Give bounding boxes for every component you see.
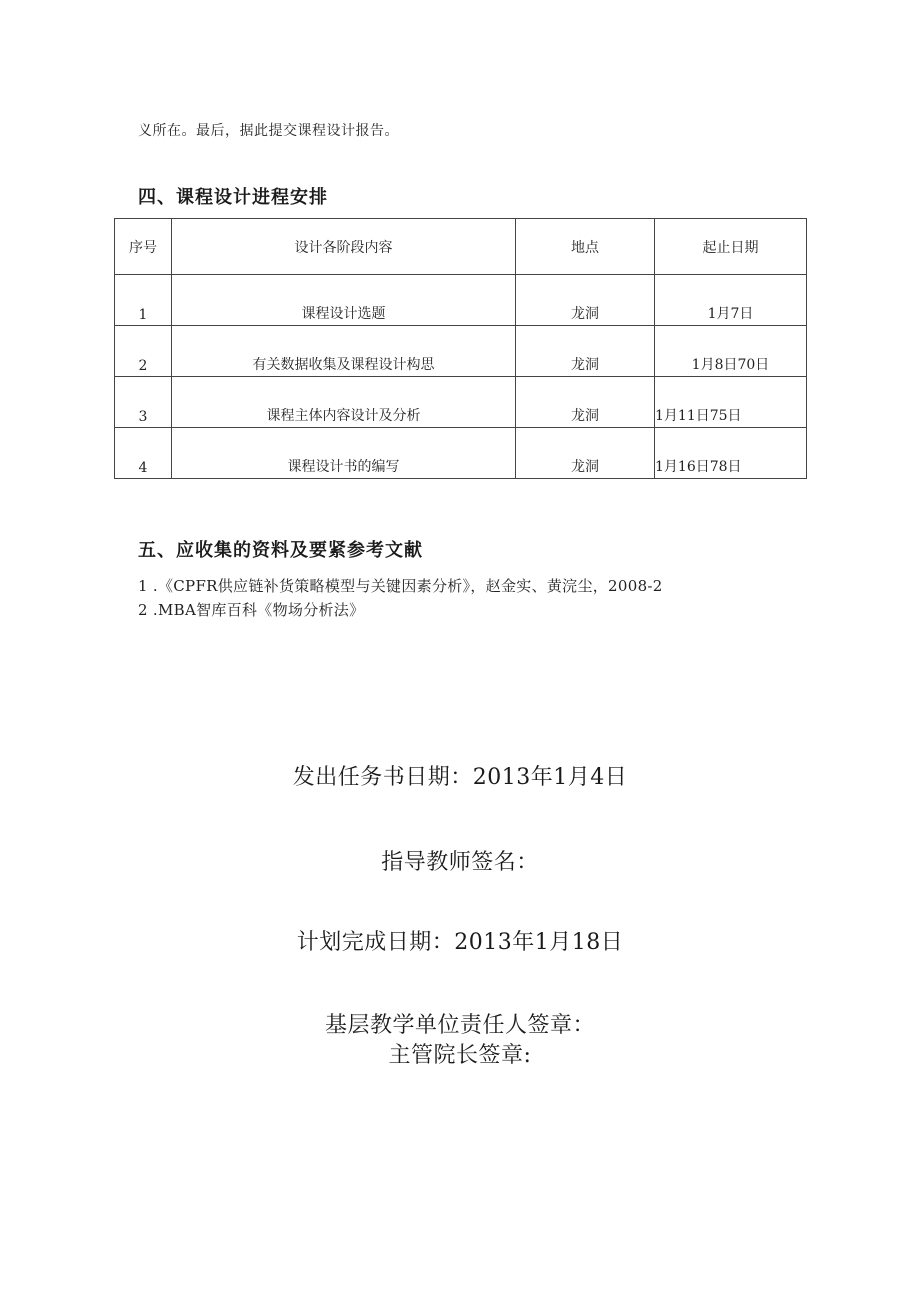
header-no: 序号: [115, 219, 172, 275]
row-content: 课程设计书的编写: [172, 428, 516, 479]
row-date: 1月11日75日: [655, 377, 807, 428]
header-date: 起止日期: [655, 219, 807, 275]
row-no: 2: [115, 326, 172, 377]
table-header-row: [115, 219, 807, 275]
reference-item-1: 1 .《CPFR供应链补货策略模型与关键因素分析》，赵金实、黄浣尘，2008-2: [138, 577, 663, 595]
table-row: [115, 275, 807, 326]
reference-item-2: 2 .MBA智库百科《物场分析法》: [138, 601, 365, 619]
unit-responsible-signature-line: 基层教学单位责任人签章：: [324, 1013, 595, 1038]
row-content: 课程设计选题: [172, 275, 516, 326]
intro-paragraph-tail: 义所在。最后，据此提交课程设计报告。: [138, 123, 399, 139]
dean-signature-line: 主管院长签章:: [388, 1043, 532, 1068]
row-date: 1月8日70日: [655, 326, 807, 377]
issue-date-line: 发出任务书日期：2013年1月4日: [292, 765, 628, 790]
row-no: 1: [115, 275, 172, 326]
row-no: 4: [115, 428, 172, 479]
table-row: [115, 428, 807, 479]
table-row: [115, 326, 807, 377]
teacher-signature-line: 指导教师签名：: [381, 850, 539, 875]
row-date: 1月16日78日: [655, 428, 807, 479]
section-4-heading: 四、课程设计进程安排: [138, 187, 328, 208]
header-content: 设计各阶段内容: [172, 219, 516, 275]
row-place: 龙洞: [516, 326, 655, 377]
row-content: 课程主体内容设计及分析: [172, 377, 516, 428]
header-place: 地点: [516, 219, 655, 275]
row-place: 龙洞: [516, 428, 655, 479]
schedule-table: [114, 218, 807, 479]
row-date: 1月7日: [655, 275, 807, 326]
row-place: 龙洞: [516, 377, 655, 428]
table-row: [115, 377, 807, 428]
planned-completion-line: 计划完成日期：2013年1月18日: [296, 930, 624, 955]
section-5-heading: 五、应收集的资料及要紧参考文献: [138, 540, 423, 561]
row-content: 有关数据收集及课程设计构思: [172, 326, 516, 377]
row-place: 龙洞: [516, 275, 655, 326]
row-no: 3: [115, 377, 172, 428]
